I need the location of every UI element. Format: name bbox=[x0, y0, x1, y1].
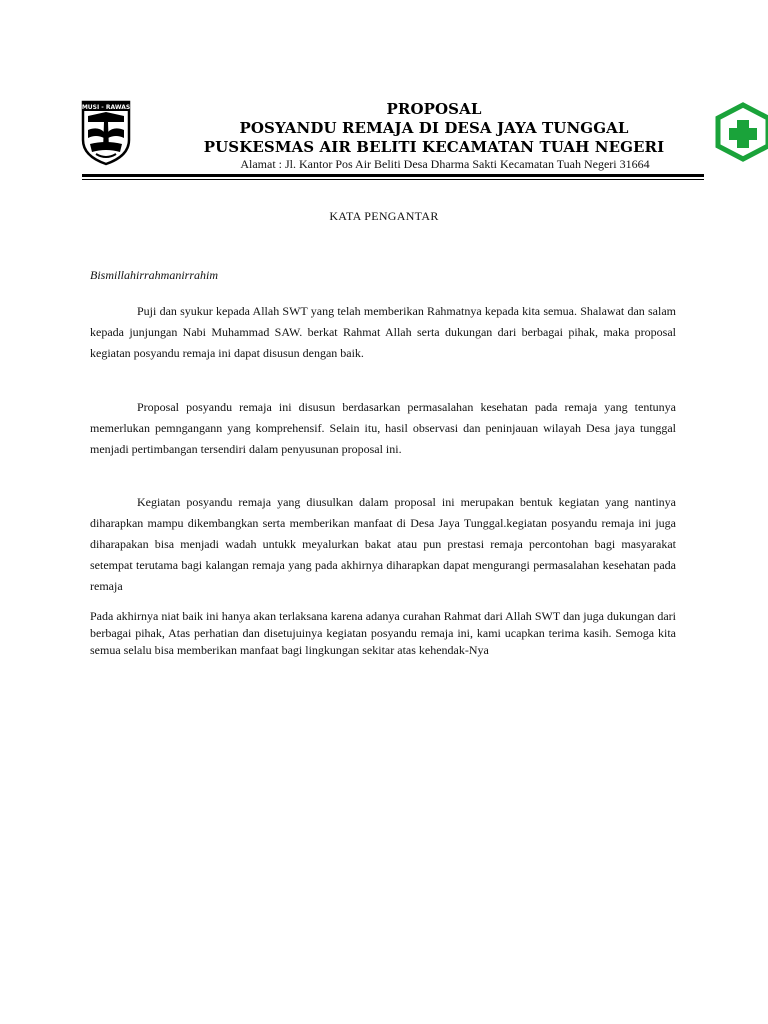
letterhead-rule-thick bbox=[82, 174, 704, 177]
letterhead-institution-title: PUSKESMAS AIR BELITI KECAMATAN TUAH NEGERI bbox=[203, 138, 665, 156]
paragraph-1: Puji dan syukur kepada Allah SWT yang telah memberikan Rahmatnya kepada kita semua. Shalawat dan salam kepada junjungan Nabi Muhammad SAW. berkat Rahmat Allah serta dukungan dari berbagai pihak, maka proposal kegiatan posyandu remaja ini dapat disusun dengan baik. bbox=[90, 304, 676, 360]
paragraph-4: Pada akhirnya niat baik ini hanya akan terlaksana karena adanya curahan Rahmat dari Allah SWT dan juga dukungan dari berbagai pihak, Atas perhatian dan disetujuinya kegiatan posyandu remaja ini, kami ucapkan terima kasih. Semoga kita semua selalu bisa memberikan manfaat bagi lingkungan sekitar atas kehendak-Nya bbox=[90, 609, 676, 657]
letterhead-address: Alamat : Jl. Kantor Pos Air Beliti Desa Dharma Sakti Kecamatan Tuah Negeri 31664 bbox=[240, 157, 650, 171]
document-title: KATA PENGANTAR bbox=[329, 209, 439, 223]
health-cross-logo-icon bbox=[712, 102, 768, 162]
musi-rawas-emblem-icon bbox=[80, 100, 132, 166]
letterhead-program-title: POSYANDU REMAJA DI DESA JAYA TUNGGAL bbox=[239, 119, 629, 137]
letterhead-rule-thin bbox=[82, 179, 704, 180]
greeting: Bismillahirrahmanirrahim bbox=[90, 268, 219, 282]
paragraph-3: Kegiatan posyandu remaja yang diusulkan dalam proposal ini merupakan bentuk kegiatan yang nantinya diharapkan mampu dikembangkan serta memberikan manfaat di Desa Jaya Tunggal.kegiatan posyandu remaja ini juga diharapakan bisa menjadi wadah untukk meyalurkan bakat atau pun prestasi remaja percontohan bagi masyarakat setempat terutama bagi kalangan remaja yang pada akhirnya diharapkan dapat mengurangi permasalahan kesehatan pada remaja bbox=[90, 495, 676, 593]
letterhead-proposal-title: PROPOSAL bbox=[386, 100, 482, 118]
emblem-label: MUSI - RAWAS bbox=[81, 104, 131, 111]
paragraph-2: Proposal posyandu remaja ini disusun berdasarkan permasalahan kesehatan pada remaja yang tentunya memerlukan pemngangann yang komprehensif. Selain itu, hasil observasi dan peninjauan wilayah Desa jaya tunggal menjadi pertimbangan tersendiri dalam penyusunan proposal ini. bbox=[90, 400, 676, 456]
